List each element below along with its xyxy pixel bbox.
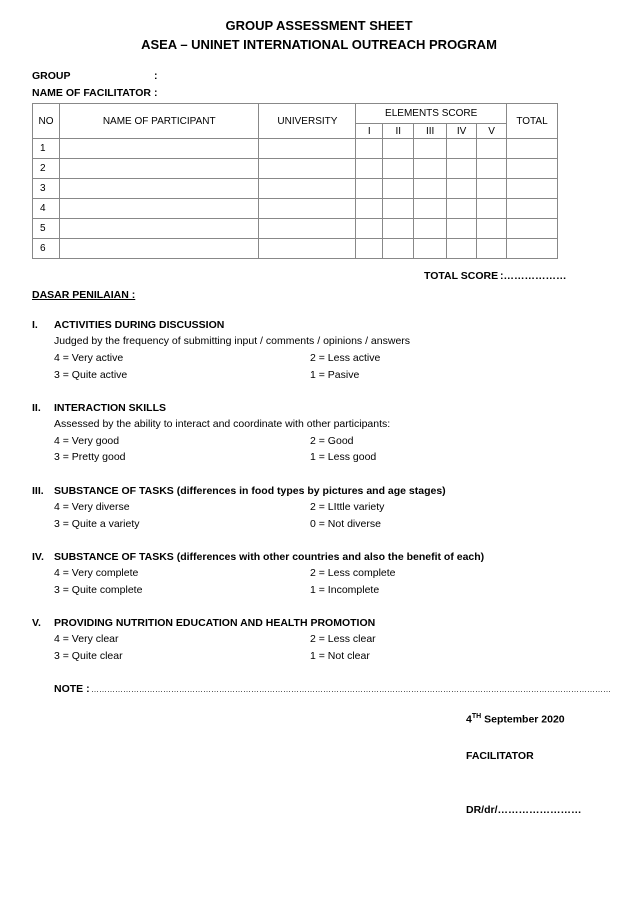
participant-cell[interactable] (59, 139, 259, 159)
score-2: 2 = Less complete (310, 567, 396, 579)
score-3: 3 = Quite active (54, 369, 128, 381)
score-cell[interactable] (447, 219, 477, 239)
score-4: 4 = Very good (54, 435, 120, 447)
header-element-2: II (383, 124, 414, 139)
total-cell[interactable] (506, 179, 557, 199)
criterion-description: Assessed by the ability to interact and coordinate with other participants: (54, 418, 391, 430)
score-cell[interactable] (356, 219, 383, 239)
university-cell[interactable] (259, 139, 356, 159)
total-score-value: :……………… (500, 270, 567, 282)
header-element-5: V (477, 124, 507, 139)
score-4: 4 = Very complete (54, 567, 139, 579)
score-cell[interactable] (477, 199, 507, 219)
participant-cell[interactable] (59, 219, 259, 239)
score-1: 1 = Not clear (310, 650, 370, 662)
score-cell[interactable] (447, 159, 477, 179)
score-3: 3 = Quite complete (54, 584, 143, 596)
score-cell[interactable] (383, 159, 414, 179)
note-label: NOTE : (54, 683, 90, 695)
header-elements: ELEMENTS SCORE (356, 104, 507, 124)
score-cell[interactable] (383, 179, 414, 199)
score-cell[interactable] (477, 179, 507, 199)
score-cell[interactable] (414, 219, 447, 239)
score-cell[interactable] (477, 239, 507, 259)
criterion-number: V. (32, 617, 41, 629)
criterion-title: SUBSTANCE OF TASKS (differences in food types by pictures and age stages) (54, 485, 446, 497)
score-table (32, 103, 558, 259)
score-2: 2 = Less active (310, 352, 381, 364)
program-title: ASEA – UNINET INTERNATIONAL OUTREACH PROGRAM (141, 37, 497, 52)
score-2: 2 = Less clear (310, 633, 376, 645)
total-cell[interactable] (506, 219, 557, 239)
group-label: GROUP (32, 70, 71, 82)
sheet-title: GROUP ASSESSMENT SHEET (225, 18, 413, 33)
score-cell[interactable] (447, 139, 477, 159)
total-cell[interactable] (506, 159, 557, 179)
row-number: 2 (33, 159, 60, 179)
score-cell[interactable] (356, 239, 383, 259)
score-cell[interactable] (356, 179, 383, 199)
date-rest: September 2020 (481, 713, 565, 726)
score-cell[interactable] (447, 199, 477, 219)
total-cell[interactable] (506, 139, 557, 159)
score-cell[interactable] (414, 239, 447, 259)
score-1: 0 = Not diverse (310, 518, 381, 530)
score-cell[interactable] (356, 139, 383, 159)
score-cell[interactable] (477, 139, 507, 159)
total-cell[interactable] (506, 239, 557, 259)
score-cell[interactable] (383, 139, 414, 159)
header-no: NO (33, 104, 60, 139)
score-cell[interactable] (383, 199, 414, 219)
criterion-title: PROVIDING NUTRITION EDUCATION AND HEALTH PROMOTION (54, 617, 376, 629)
participant-cell[interactable] (59, 199, 259, 219)
header-total: TOTAL (506, 104, 557, 139)
university-cell[interactable] (259, 199, 356, 219)
facilitator-title: FACILITATOR (466, 750, 534, 762)
score-3: 3 = Pretty good (54, 451, 126, 463)
signature-date (466, 713, 565, 726)
header-element-1: I (356, 124, 383, 139)
score-1: 1 = Incomplete (310, 584, 380, 596)
university-cell[interactable] (259, 179, 356, 199)
header-university: UNIVERSITY (259, 104, 356, 139)
criterion-number: IV. (32, 551, 44, 563)
row-number: 3 (33, 179, 60, 199)
participant-cell[interactable] (59, 159, 259, 179)
criterion-title: INTERACTION SKILLS (54, 402, 166, 414)
facilitator-label: NAME OF FACILITATOR (32, 87, 151, 99)
row-number: 6 (33, 239, 60, 259)
score-cell[interactable] (356, 159, 383, 179)
score-cell[interactable] (414, 179, 447, 199)
table-row (33, 159, 558, 179)
row-number: 1 (33, 139, 60, 159)
score-4: 4 = Very active (54, 352, 124, 364)
table-row (33, 239, 558, 259)
score-3: 3 = Quite a variety (54, 518, 140, 530)
score-cell[interactable] (447, 179, 477, 199)
table-row (33, 199, 558, 219)
score-cell[interactable] (414, 159, 447, 179)
score-2: 2 = LIttle variety (310, 501, 385, 513)
score-cell[interactable] (383, 219, 414, 239)
facilitator-signature-line: DR/dr/…………………… (466, 804, 582, 816)
header-element-4: IV (447, 124, 477, 139)
table-row (33, 179, 558, 199)
score-cell[interactable] (447, 239, 477, 259)
facilitator-colon: : (154, 87, 158, 99)
criterion-number: I. (32, 319, 38, 331)
criterion-number: II. (32, 402, 41, 414)
university-cell[interactable] (259, 219, 356, 239)
score-cell[interactable] (414, 199, 447, 219)
participant-cell[interactable] (59, 179, 259, 199)
score-cell[interactable] (356, 199, 383, 219)
university-cell[interactable] (259, 159, 356, 179)
criterion-title: ACTIVITIES DURING DISCUSSION (54, 319, 225, 331)
score-cell[interactable] (414, 139, 447, 159)
dasar-penilaian-title: DASAR PENILAIAN : (32, 289, 136, 301)
group-colon: : (154, 70, 158, 82)
table-row (33, 139, 558, 159)
score-cell[interactable] (477, 159, 507, 179)
header-element-3: III (414, 124, 447, 139)
row-number: 4 (33, 199, 60, 219)
score-2: 2 = Good (310, 435, 354, 447)
criterion-description: Judged by the frequency of submitting input / comments / opinions / answers (54, 335, 411, 347)
date-day: 4 (466, 713, 472, 726)
date-suffix: TH (471, 713, 482, 720)
criterion-title: SUBSTANCE OF TASKS (differences with other countries and also the benefit of each) (54, 551, 485, 563)
total-cell[interactable] (506, 199, 557, 219)
header-name: NAME OF PARTICIPANT (59, 104, 259, 139)
score-cell[interactable] (383, 239, 414, 259)
score-1: 1 = Less good (310, 451, 377, 463)
criterion-number: III. (32, 485, 44, 497)
university-cell[interactable] (259, 239, 356, 259)
participant-cell[interactable] (59, 239, 259, 259)
score-4: 4 = Very diverse (54, 501, 130, 513)
score-cell[interactable] (477, 219, 507, 239)
note-dots[interactable]: …………………………………………………………………………………………………………………………………………………………………………… (91, 685, 611, 694)
score-3: 3 = Quite clear (54, 650, 123, 662)
total-score-label: TOTAL SCORE (424, 270, 499, 282)
row-number: 5 (33, 219, 60, 239)
table-row (33, 219, 558, 239)
score-1: 1 = Pasive (310, 369, 360, 381)
score-4: 4 = Very clear (54, 633, 119, 645)
